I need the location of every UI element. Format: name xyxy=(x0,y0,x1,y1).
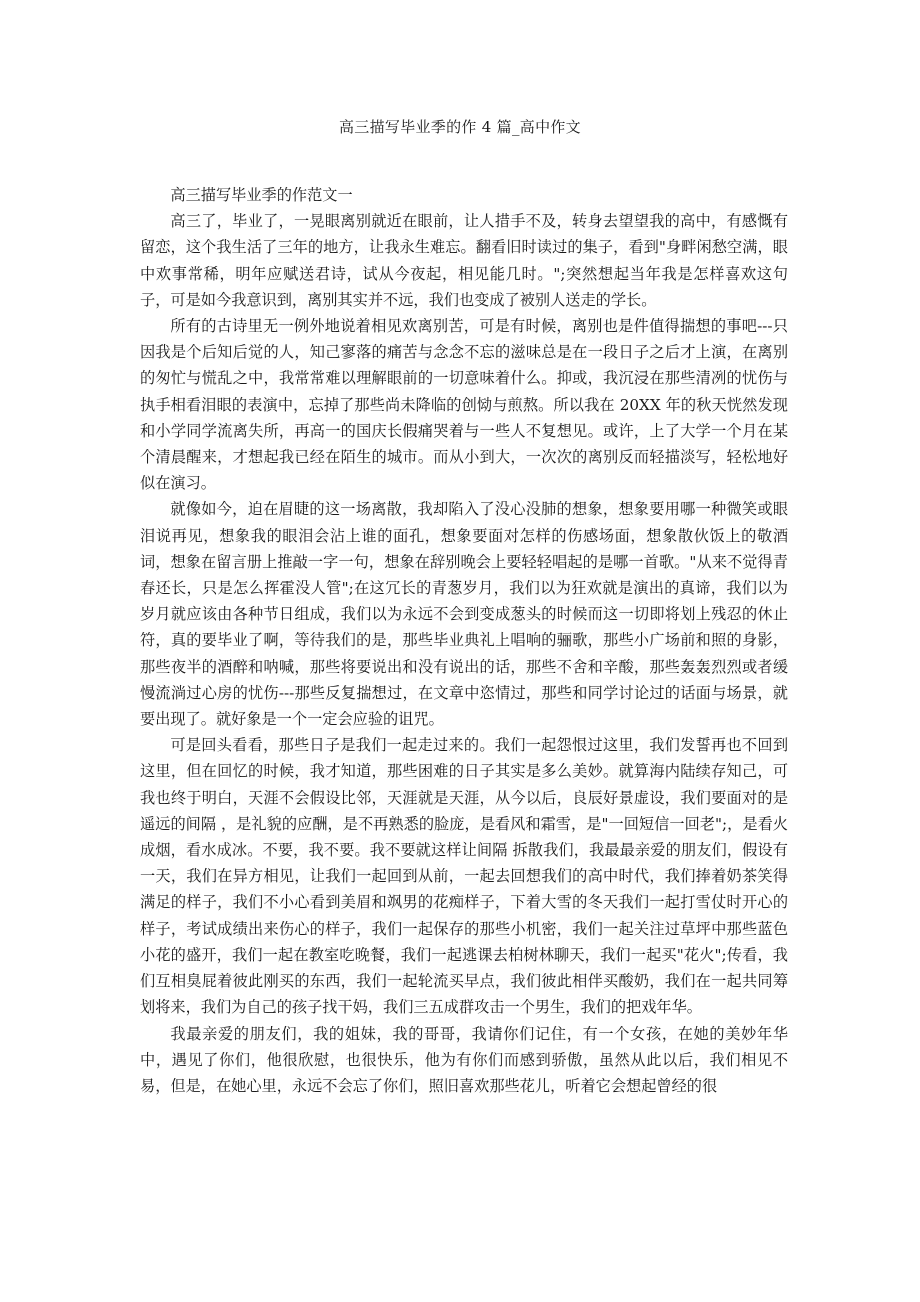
paragraph-5: 我最亲爱的朋友们，我的姐妹，我的哥哥，我请你们记住，有一个女孩，在她的美妙年华中，遇见了你们，他很欣慰，也很快乐，他为有你们而感到骄傲，虽然从此以后，我们相见不易，但是，在她心里，永远不会忘了你们，照旧喜欢那些花儿，听着它会想起曾经的很 xyxy=(140,1024,788,1095)
paragraph-2: 所有的古诗里无一例外地说着相见欢离别苦，可是有时候，离别也是件值得揣想的事吧---只因我是个后知后觉的人，知己寥落的痛苦与念念不忘的滋味总是在一段日子之后才上演，在离别的匆忙与慌乱之中，我常常难以理解眼前的一切意味着什么。抑或，我沉浸在那些清冽的忧伤与执手相看泪眼的表演中，忘掉了那些尚未降临的创恸与煎熬。所以我在 20XX 年的秋天恍然发现和小学同学流离失所，再高一的国庆长假痛哭着与一些人不复想见。或许，上了大学一个月在某个清晨醒来，才想起我已经在陌生的城市。而从小到大，一次次的离别反而轻描淡写，轻松地好似在演习。 xyxy=(140,317,788,493)
section-heading: 高三描写毕业季的作范文一 xyxy=(170,186,353,204)
document-title: 高三描写毕业季的作 4 篇_高中作文 xyxy=(339,118,581,136)
paragraph-4: 可是回头看看，那些日子是我们一起走过来的。我们一起怨恨过这里，我们发誓再也不回到这里，但在回忆的时候，我才知道，那些困难的日子其实是多么美妙。就算海内陆续存知己，可我也终于明白，天涯不会假设比邻，天涯就是天涯，从今以后，良辰好景虚设，我们要面对的是遥远的间隔 ，是礼貌的应酬，是不再熟悉的脸庞，是看风和霜雪，是"一回短信一回老";，是看火成烟，看水成冰。不要，我不要。我不要就这样让间隔 拆散我们，我最最亲爱的朋友们，假设有一天，我们在异方相见，让我们一起回到从前，一起去回想我们的高中时代，我们捧着奶茶笑得满足的样子，我们不小心看到美眉和飒男的花痴样子，下着大雪的冬天我们一起打雪仗时开心的样子，考试成绩出来伤心的样子，我们一起保存的那些小机密，我们一起关注过草坪中那些蓝色小花的盛开，我们一起在教室吃晚餐，我们一起逃课去柏树林聊天，我们一起买"花火";传看，我们互相臭屁着彼此刚买的东西，我们一起轮流买早点，我们彼此相伴买酸奶，我们在一起共同筹划将来，我们为自己的孩子找干妈，我们三五成群攻击一个男生，我们的把戏年华。 xyxy=(140,736,788,1017)
paragraph-3: 就像如今，迫在眉睫的这一场离散，我却陷入了没心没肺的想象，想象要用哪一种微笑或眼泪说再见，想象我的眼泪会沾上谁的面孔，想象要面对怎样的伤感场面，想象散伙饭上的敬酒词，想象在留言册上推敲一字一句，想象在辞别晚会上要轻轻唱起的是哪一首歌。"从来不觉得青春还长，只是怎么挥霍没人管";在这冗长的青葱岁月，我们以为狂欢就是演出的真谛，我们以为岁月就应该由各种节日组成，我们以为永远不会到变成葱头的时候而这一切即将划上残忍的休止符，真的要毕业了啊，等待我们的是，那些毕业典礼上唱响的骊歌，那些小广场前和照的身影，那些夜半的酒醉和呐喊，那些将要说出和没有说出的话，那些不舍和辛酸，那些轰轰烈烈或者缓慢流淌过心房的忧伤---那些反复揣想过，在文章中恣情过，那些和同学讨论过的话面与场景，就要出现了。就好象是一个一定会应验的诅咒。 xyxy=(140,500,788,729)
paragraph-1: 高三了，毕业了，一晃眼离别就近在眼前，让人措手不及，转身去望望我的高中，有感慨有留恋，这个我生活了三年的地方，让我永生难忘。翻看旧时读过的集子，看到"身畔闲愁空满，眼中欢事常稀，明年应赋送君诗，试从今夜起，相见能几时。";突然想起当年我是怎样喜欢这句子，可是如今我意识到，离别其实并不远，我们也变成了被别人送走的学长。 xyxy=(140,212,788,309)
document-body xyxy=(140,182,788,1099)
